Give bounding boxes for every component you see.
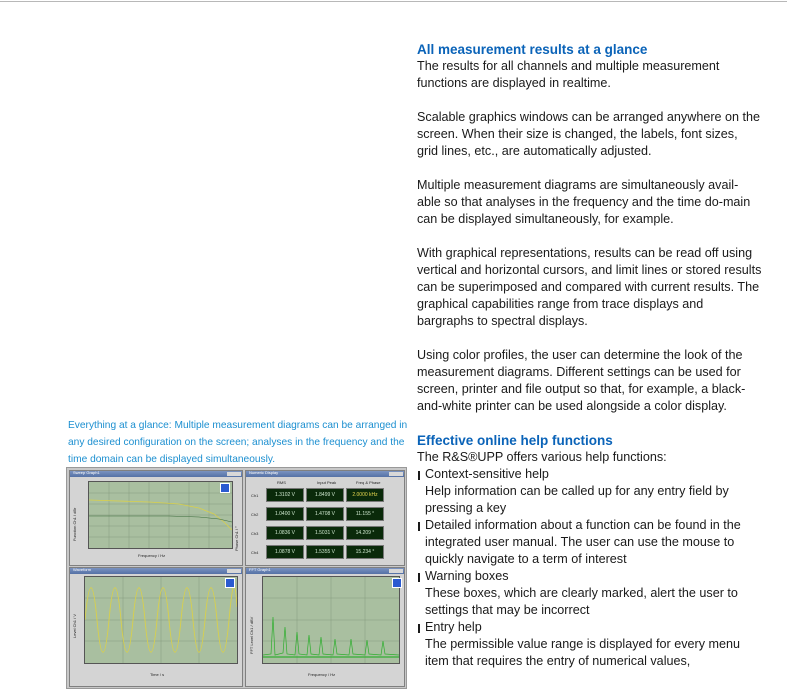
y2-axis-label: Phase Ch1 / ° <box>234 526 239 551</box>
fft-plot <box>262 576 400 664</box>
y-axis-label: FFT Level Ch1 / dBV <box>249 616 254 654</box>
result-cell: 1.0400 V <box>266 507 304 521</box>
result-cell: 2.0000 kHz <box>346 488 384 502</box>
sweep-plot <box>88 481 233 549</box>
logo-icon <box>225 578 235 588</box>
logo-icon <box>220 483 230 493</box>
result-cell: 1.0878 V <box>266 545 304 559</box>
result-cell: 11.155 ° <box>346 507 384 521</box>
software-screenshot <box>66 467 407 689</box>
list-item: Entry help The permissible value range is displayed for every menu item that requires the entry of numerical values, <box>417 619 762 670</box>
result-cell: 1.8499 V <box>306 488 344 502</box>
result-cell: 1.3102 V <box>266 488 304 502</box>
column-header: RMS <box>277 480 286 485</box>
help-list <box>417 466 762 670</box>
x-axis-label: Time / s <box>150 672 165 677</box>
row-label: Ch3 <box>251 531 259 536</box>
result-cell: 1.4708 V <box>306 507 344 521</box>
row-label: Ch4 <box>251 550 259 555</box>
y-axis-label: Level Ch1 / V <box>72 613 77 638</box>
section-heading-results: All measurement results at a glance <box>417 42 648 57</box>
result-cell: 1.5355 V <box>306 545 344 559</box>
paragraph: Using color profiles, the user can determine the look of the measurement diagrams. Different settings can be used for screen, printer and file output so that, for example, a black-and-white printer can be used alongside a color display. <box>417 348 746 413</box>
right-column <box>417 41 762 670</box>
x-axis-label: Frequency / Hz <box>138 553 166 558</box>
y-axis-label: Function Ch1 / dBr <box>72 507 77 541</box>
figure-caption: Everything at a glance: Multiple measurement diagrams can be arranged in any desired configuration on the screen; analyses in the frequency and the time domain can be displayed simultaneously. <box>68 420 408 465</box>
list-item: Context-sensitive help Help information can be called up for any entry field by pressing a key <box>417 466 762 517</box>
waveform-plot <box>84 576 238 664</box>
result-cell: 1.5031 V <box>306 526 344 540</box>
section-heading-help: Effective online help functions <box>417 433 613 448</box>
paragraph: Scalable graphics windows can be arranged anywhere on the screen. When their size is changed, the labels, font sizes, grid lines, etc., are automatically adjusted. <box>417 110 761 158</box>
list-item: Detailed information about a function can be found in the integrated user manual. The user can use the mouse to quickly navigate to a term of interest <box>417 517 762 568</box>
row-label: Ch1 <box>251 493 259 498</box>
column-header: Freq & Phase <box>356 480 381 485</box>
x-axis-label: Frequency / Hz <box>308 672 336 677</box>
paragraph: Multiple measurement diagrams are simultaneously avail-able so that analyses in the frequency and the time do-main can be displayed simultaneously, for example. <box>417 178 751 226</box>
list-item: Warning boxes These boxes, which are clearly marked, alert the user to settings that may be incorrect <box>417 568 762 619</box>
column-header: Input Peak <box>317 480 337 485</box>
paragraph: With graphical representations, results can be read off using vertical and horizontal cursors, and limit lines or stored results can be superimposed and compared with current results. The graphical capabilities range from trace displays and bargraphs to spectral displays. <box>417 246 762 328</box>
result-cell: 1.0836 V <box>266 526 304 540</box>
paragraph: The R&S®UPP offers various help functions: <box>417 450 667 464</box>
results-window: Numeric Display RMS Input Peak Freq & Phase Ch1 1.3102 V 1.8499 V 2.0000 kHz Ch2 1.0400 V 1.4708 V 11.155 ° Ch3 1.0836 V 1.5031 V 14.209 ° Ch4 1.0878 V 1.5355 V 15.234 ° <box>245 470 405 566</box>
logo-icon <box>392 578 402 588</box>
result-cell: 14.209 ° <box>346 526 384 540</box>
fft-window: FFT Graph1 FFT Level Ch1 / dBV Frequency / Hz <box>245 567 405 687</box>
waveform-window: Waveform Level Ch1 / V Time / s <box>69 567 243 687</box>
result-cell: 15.234 ° <box>346 545 384 559</box>
row-label: Ch2 <box>251 512 259 517</box>
sweep-window: Sweep Graph1 Function Ch1 / dBr Phase Ch1 / ° Frequency / Hz <box>69 470 243 566</box>
paragraph: The results for all channels and multiple measurement functions are displayed in realtime. <box>417 59 720 90</box>
top-rule <box>0 1 787 2</box>
